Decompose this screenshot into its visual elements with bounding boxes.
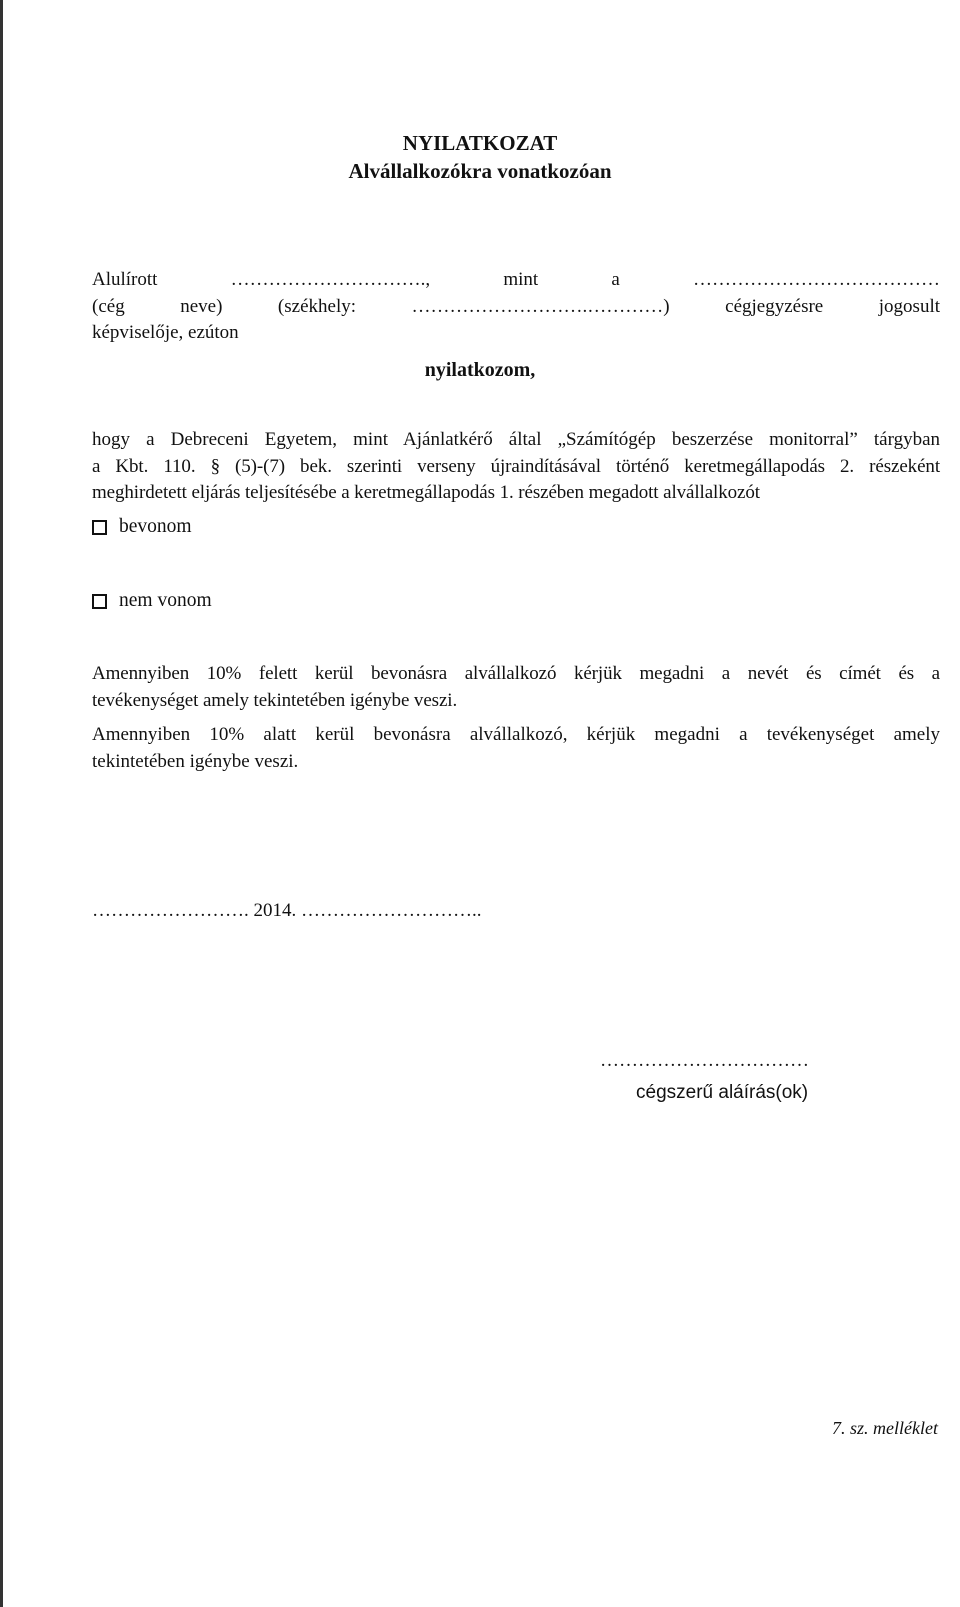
option-exclude-label: nem vonom bbox=[119, 590, 212, 611]
body-line-2: a Kbt. 110. § (5)-(7) bek. szerinti verseny újraindításával történő keretmegállapodás 2. részeként bbox=[92, 455, 940, 477]
signature-dots: …………………………… bbox=[600, 1050, 809, 1071]
page-left-border bbox=[0, 0, 3, 1607]
declaration-heading: nyilatkozom, bbox=[424, 359, 536, 381]
intro-line-2: (cég neve) (székhely: ……………………….…………) cégjegyzésre jogosult bbox=[92, 295, 940, 317]
checkbox-exclude[interactable] bbox=[92, 594, 107, 609]
signature-label: cégszerű aláírás(ok) bbox=[636, 1082, 809, 1103]
note2-line-2: tekintetében igénybe veszi. bbox=[92, 750, 299, 772]
date-line-text: ……………………. 2014. ……………………….. bbox=[92, 900, 482, 921]
note2-line-1: Amennyiben 10% alatt kerül bevonásra alvállalkozó, kérjük megadni a tevékenységet amely bbox=[92, 724, 940, 745]
body-paragraph bbox=[92, 427, 940, 507]
date-line bbox=[92, 898, 482, 925]
intro-line-1: Alulírott …………………………., mint a ………………………………… bbox=[92, 269, 940, 290]
intro-paragraph bbox=[92, 267, 940, 347]
option-exclude[interactable] bbox=[92, 588, 212, 614]
note1-line-2: tevékenységet amely tekintetében igénybe veszi. bbox=[92, 689, 458, 711]
annex-label: 7. sz. melléklet bbox=[832, 1418, 938, 1438]
note1-line-1: Amennyiben 10% felett kerül bevonásra alvállalkozó kérjük megadni a nevét és címét és a bbox=[92, 663, 940, 684]
intro-line-3: képviselője, ezúton bbox=[92, 322, 239, 343]
note-under-10-percent bbox=[92, 722, 940, 775]
note-over-10-percent bbox=[92, 661, 940, 714]
option-include-label: bevonom bbox=[119, 516, 192, 537]
option-include[interactable] bbox=[92, 514, 192, 540]
body-line-3: meghirdetett eljárás teljesítésébe a keretmegállapodás 1. részében megadott alvállalkozót bbox=[92, 482, 760, 503]
checkbox-include[interactable] bbox=[92, 520, 107, 535]
document-subtitle: Alvállalkozókra vonatkozóan bbox=[348, 159, 612, 183]
document-title: NYILATKOZAT bbox=[402, 131, 558, 155]
body-line-1: hogy a Debreceni Egyetem, mint Ajánlatkérő által „Számítógép beszerzése monitorral” tárgyban bbox=[92, 429, 940, 450]
